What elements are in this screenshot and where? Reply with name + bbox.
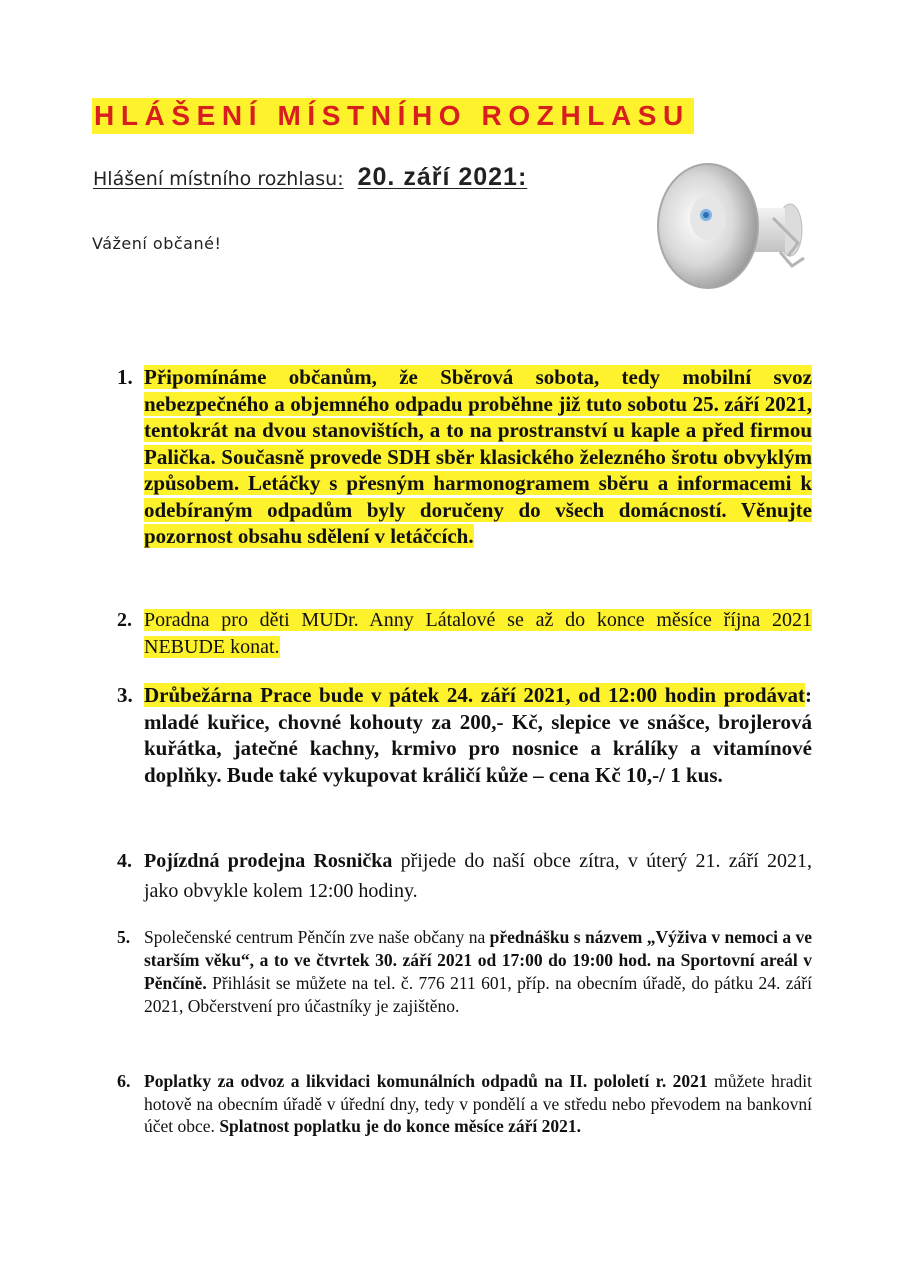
announcement-date: 20. září 2021: [357, 163, 528, 191]
greeting: Vážení občané! [92, 234, 222, 253]
item-number: 5. [117, 927, 131, 947]
list-item [117, 926, 812, 1018]
item-number: 3. [117, 683, 133, 707]
list-item [117, 682, 812, 788]
list-item [117, 364, 812, 550]
list-item [117, 846, 812, 906]
announcement-subtitle [93, 163, 527, 192]
item-bold-text-end: Splatnost poplatku je do konce měsíce září 2021. [219, 1116, 581, 1136]
item-text-end: Přihlásit se můžete na tel. č. 776 211 601, příp. na obecním úřadě, do pátku 24. září 2021, Občerstvení pro účastníky je zajištěno. [144, 973, 812, 1016]
item-text: přijede do naší obce zítra, v úterý 21. září 2021, jako obvykle kolem 12:00 hodiny. [144, 850, 812, 902]
item-bold-text: Poplatky za odvoz a likvidaci komunálních odpadů na II. pololetí r. 2021 [144, 1071, 708, 1091]
loudspeaker-icon [640, 148, 810, 308]
item-highlight-text: Drůbežárna Prace bude v pátek 24. září 2021, od 12:00 hodin prodávat [144, 683, 805, 707]
list-item [117, 1070, 812, 1138]
item-number: 2. [117, 609, 132, 631]
subtitle-label: Hlášení místního rozhlasu: [93, 168, 344, 190]
page-title: HLÁŠENÍ MÍSTNÍHO ROZHLASU [92, 98, 694, 134]
item-text: Poradna pro děti MUDr. Anny Látalové se až do konce měsíce října 2021 NEBUDE konat. [144, 609, 812, 658]
item-text: Připomínáme občanům, že Sběrová sobota, tedy mobilní svoz nebezpečného a objemného odpadu proběhne již tuto sobotu 25. září 2021, tentokrát na dvou stanovištích, a to na prostranství u kaple a před firmou Palička. Současně provede SDH sběr klasického železného šrotu obvyklým způsobem. Letáčky s přesným harmonogramem sběru a informacemi k odebíraným odpadům byly doručeny do všech domácností. Věnujte pozornost obsahu sdělení v letáčcích. [144, 365, 812, 548]
item-bold-text: přednášku s názvem „Výživa v nemoci a ve starším věku“, a to ve čtvrtek 30. září 2021 od 17:00 do 19:00 hod. na Sportovní areál v Pěnčíně. [144, 927, 812, 993]
item-text: : mladé kuřice, chovné kohouty za 200,- Kč, slepice ve snášce, brojlerová kuřátka, jatečné kachny, krmivo pro nosnice a králíky a vitamínové doplňky. Bude také vykupovat králičí kůže – cena Kč 10,-/ 1 kus. [144, 683, 812, 787]
item-number: 4. [117, 850, 132, 872]
item-text: Společenské centrum Pěnčín zve naše občany na [144, 927, 490, 947]
item-number: 6. [117, 1071, 131, 1091]
list-item [117, 607, 812, 661]
item-bold-text: Pojízdná prodejna Rosnička [144, 850, 393, 872]
item-text: můžete hradit hotově na obecním úřadě v úřední dny, tedy v pondělí a ve středu nebo převodem na bankovní účet obce. [144, 1071, 812, 1136]
item-number: 1. [117, 365, 133, 389]
